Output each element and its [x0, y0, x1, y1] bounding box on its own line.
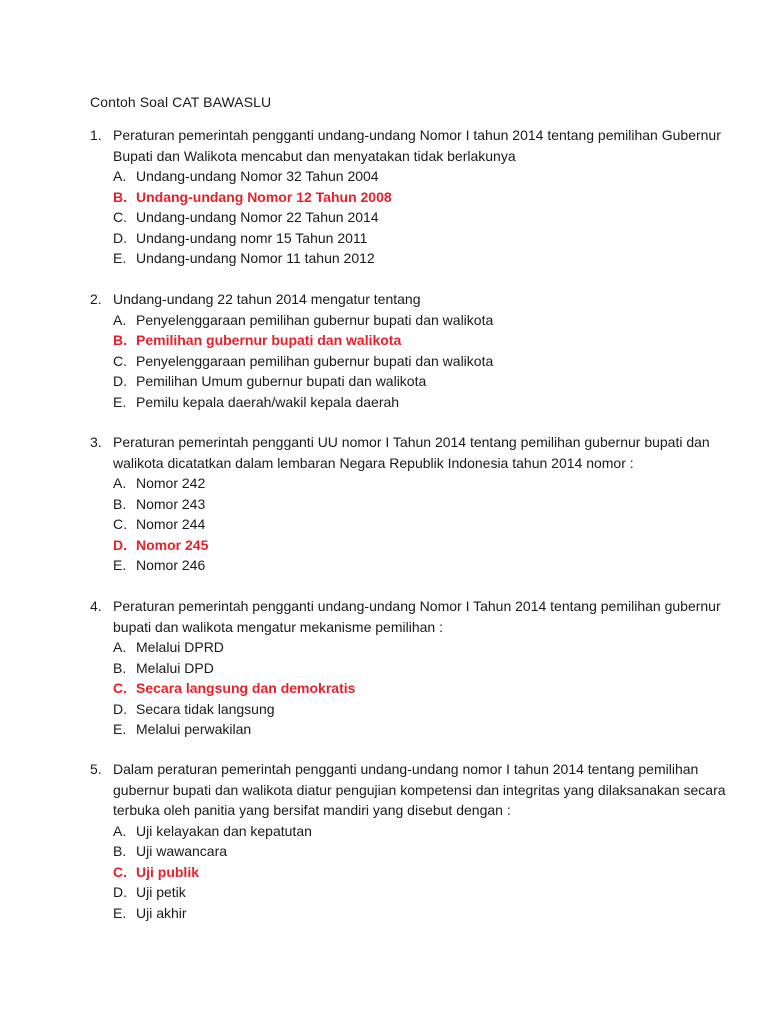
option-letter: E.: [113, 250, 127, 266]
question-text: Undang-undang 22 tahun 2014 mengatur tentang: [113, 291, 421, 307]
option-letter: E.: [113, 721, 127, 737]
option-text: Nomor 242: [136, 475, 206, 491]
question-text: walikota dicatatkan dalam lembaran Negara Republik Indonesia tahun 2014 nomor :: [113, 454, 634, 471]
option-text: Penyelenggaraan pemilihan gubernur bupati dan walikota: [136, 311, 494, 328]
question-text-line: [90, 432, 710, 453]
question-text-line: [90, 617, 690, 638]
option-letter: C.: [113, 209, 127, 225]
question-number: 3.: [90, 434, 102, 450]
option-letter: E.: [113, 557, 127, 573]
question-number: 5.: [90, 761, 102, 777]
option-a: [90, 310, 690, 331]
question-text-line: [90, 596, 721, 617]
question-text: Bupati dan Walikota mencabut dan menyatakan tidak berlakunya: [113, 147, 516, 164]
option-b: [90, 658, 690, 679]
option-text: Undang-undang nomr 15 Tahun 2011: [136, 229, 368, 246]
option-text: Nomor 245: [136, 536, 209, 553]
option-text: Pemilihan Umum gubernur bupati dan walikota: [136, 373, 427, 389]
option-letter: A.: [113, 168, 127, 184]
option-a: [90, 473, 690, 494]
question-text-line: [90, 800, 690, 821]
option-text: Uji publik: [136, 863, 199, 880]
option-letter: B.: [113, 495, 127, 512]
option-letter: D.: [113, 884, 127, 900]
option-letter: E.: [113, 904, 127, 921]
option-c: [90, 207, 690, 228]
option-text: Uji wawancara: [136, 843, 228, 859]
question-text: Peraturan pemerintah pengganti undang-undang Nomor I tahun 2014 tentang pemilihan Gubernur: [113, 127, 721, 143]
question-4: [90, 596, 721, 740]
question-text-line: [90, 759, 699, 780]
option-text: Undang-undang Nomor 11 tahun 2012: [136, 250, 375, 266]
option-letter: C.: [113, 680, 127, 696]
question-3: [90, 432, 710, 576]
option-letter: A.: [113, 822, 127, 839]
option-letter: A.: [113, 475, 127, 491]
option-b: [90, 494, 690, 515]
question-text-line: [90, 289, 690, 310]
question-text: bupati dan walikota mengatur mekanisme pemilihan :: [113, 618, 443, 635]
option-letter: C.: [113, 352, 127, 369]
option-text: Melalui DPRD: [136, 639, 224, 655]
option-c-correct-answer: [90, 862, 690, 883]
option-text: Undang-undang Nomor 12 Tahun 2008: [136, 188, 392, 205]
option-c: [90, 351, 690, 372]
option-e: [90, 392, 690, 413]
option-b: [90, 841, 690, 862]
option-d: [90, 699, 690, 720]
question-text: Dalam peraturan pemerintah pengganti undang-undang nomor I tahun 2014 tentang pemilihan: [113, 761, 699, 777]
option-text: Pemilihan gubernur bupati dan walikota: [136, 332, 402, 348]
question-text: Peraturan pemerintah pengganti UU nomor I Tahun 2014 tentang pemilihan gubernur bupati dan: [113, 434, 710, 450]
option-text: Nomor 246: [136, 557, 206, 573]
option-letter: C.: [113, 863, 127, 880]
option-e: [90, 248, 690, 269]
option-e: [90, 719, 690, 740]
option-letter: B.: [113, 659, 127, 676]
option-letter: C.: [113, 516, 127, 532]
option-text: Penyelenggaraan pemilihan gubernur bupati dan walikota: [136, 352, 494, 369]
option-b-correct-answer: [90, 330, 690, 351]
option-letter: B.: [113, 843, 127, 859]
option-e: [90, 903, 690, 924]
option-d: [90, 228, 690, 249]
option-d-correct-answer: [90, 535, 690, 556]
option-letter: D.: [113, 536, 127, 553]
option-letter: D.: [113, 373, 127, 389]
question-text: terbuka oleh panitia yang bersifat mandiri yang disebut dengan :: [113, 802, 511, 818]
option-text: Undang-undang Nomor 32 Tahun 2004: [136, 168, 379, 184]
option-d: [90, 371, 690, 392]
question-2: [90, 289, 690, 412]
option-text: Secara tidak langsung: [136, 700, 275, 717]
option-a: [90, 637, 690, 658]
option-text: Nomor 243: [136, 495, 206, 512]
option-text: Uji akhir: [136, 904, 187, 921]
option-text: Secara langsung dan demokratis: [136, 680, 356, 696]
option-text: Nomor 244: [136, 516, 206, 532]
option-c-correct-answer: [90, 678, 690, 699]
option-text: Uji petik: [136, 884, 186, 900]
option-text: Melalui DPD: [136, 659, 214, 676]
option-b-correct-answer: [90, 187, 690, 208]
option-letter: D.: [113, 229, 127, 246]
question-1: [90, 125, 721, 269]
question-text-line: [90, 453, 690, 474]
option-letter: B.: [113, 188, 127, 205]
option-c: [90, 514, 690, 535]
question-number: 4.: [90, 598, 102, 614]
option-e: [90, 555, 690, 576]
question-number: 1.: [90, 127, 102, 143]
question-text: gubernur bupati dan walikota diatur pengujian kompetensi dan integritas yang dilaksanakan secara: [113, 781, 726, 798]
option-letter: B.: [113, 332, 127, 348]
question-text-line: [90, 780, 726, 801]
option-letter: A.: [113, 639, 127, 655]
option-a: [90, 166, 690, 187]
option-a: [90, 821, 690, 842]
option-text: Melalui perwakilan: [136, 721, 252, 737]
option-text: Pemilu kepala daerah/wakil kepala daerah: [136, 393, 400, 410]
option-letter: E.: [113, 393, 127, 410]
option-letter: A.: [113, 311, 127, 328]
document-title: Contoh Soal CAT BAWASLU: [90, 94, 272, 110]
question-text: Peraturan pemerintah pengganti undang-undang Nomor I Tahun 2014 tentang pemilihan gubernur: [113, 598, 721, 614]
question-text-line: [90, 146, 690, 167]
question-5: [90, 759, 726, 923]
option-letter: D.: [113, 700, 127, 717]
option-d: [90, 882, 690, 903]
option-text: Undang-undang Nomor 22 Tahun 2014: [136, 209, 379, 225]
question-number: 2.: [90, 291, 102, 307]
option-text: Uji kelayakan dan kepatutan: [136, 822, 312, 839]
question-text-line: [90, 125, 721, 146]
